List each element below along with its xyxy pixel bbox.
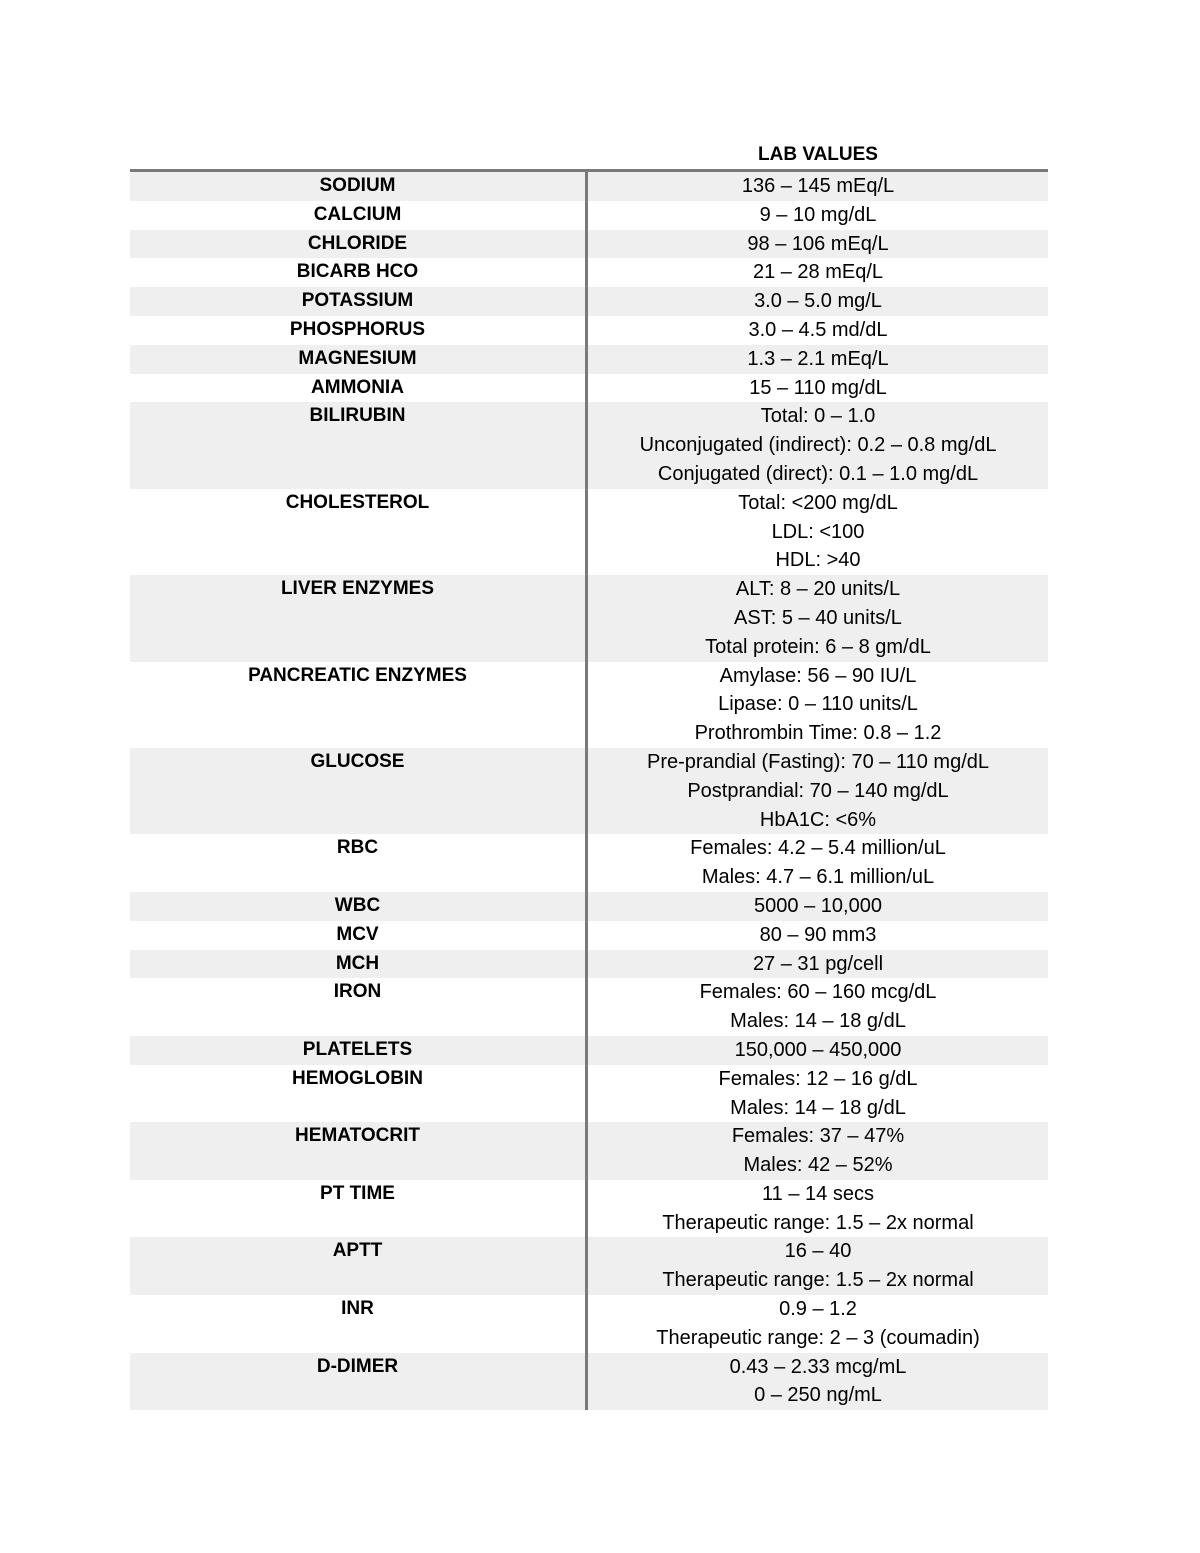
table-header-label: LAB VALUES xyxy=(758,144,878,165)
lab-value-line: 0 – 250 ng/mL xyxy=(754,1384,882,1407)
table-row xyxy=(130,402,1048,488)
lab-value-cell xyxy=(588,287,1048,316)
lab-value-cell xyxy=(588,201,1048,230)
lab-value-cell xyxy=(588,978,1048,1036)
lab-value-line: 136 – 145 mEq/L xyxy=(741,175,895,197)
table-row xyxy=(130,1237,1048,1295)
lab-values-table xyxy=(130,141,1048,1410)
lab-value-line: HbA1C: <6% xyxy=(759,808,877,831)
lab-value-cell xyxy=(588,316,1048,345)
table-row xyxy=(130,1036,1048,1065)
lab-value-line: 9 – 10 mg/dL xyxy=(759,203,877,226)
lab-value-line: Amylase: 56 – 90 IU/L xyxy=(719,664,917,687)
lab-value-cell xyxy=(588,892,1048,921)
lab-value-cell xyxy=(588,1180,1048,1238)
lab-value-cell xyxy=(588,1036,1048,1065)
lab-value-cell xyxy=(588,1237,1048,1295)
lab-value-cell xyxy=(588,402,1048,488)
lab-test-name: D-DIMER xyxy=(130,1353,588,1411)
lab-value-line: Males: 14 – 18 g/dL xyxy=(730,1096,906,1119)
lab-test-name: HEMOGLOBIN xyxy=(130,1065,588,1123)
lab-value-line: 21 – 28 mEq/L xyxy=(752,261,884,284)
lab-test-name: INR xyxy=(130,1295,588,1353)
lab-test-name: APTT xyxy=(130,1237,588,1295)
lab-test-name: PLATELETS xyxy=(130,1036,588,1065)
table-row xyxy=(130,834,1048,892)
lab-value-cell xyxy=(588,489,1048,575)
table-row xyxy=(130,662,1048,748)
table-body xyxy=(130,172,1048,1410)
lab-value-line: Postprandial: 70 – 140 mg/dL xyxy=(687,779,949,802)
lab-test-name: CALCIUM xyxy=(130,201,588,230)
lab-value-line: ALT: 8 – 20 units/L xyxy=(735,578,901,601)
lab-value-line: Females: 37 – 47% xyxy=(731,1125,905,1148)
lab-value-line: AST: 5 – 40 units/L xyxy=(734,606,902,629)
lab-value-line: Males: 42 – 52% xyxy=(743,1154,893,1177)
lab-value-cell xyxy=(588,230,1048,259)
lab-value-cell xyxy=(588,1353,1048,1411)
lab-test-name: HEMATOCRIT xyxy=(130,1122,588,1180)
table-row xyxy=(130,201,1048,230)
lab-value-line: Males: 14 – 18 g/dL xyxy=(730,1010,906,1033)
lab-value-cell xyxy=(588,1295,1048,1353)
table-row xyxy=(130,258,1048,287)
table-row xyxy=(130,978,1048,1036)
lab-value-cell xyxy=(588,921,1048,950)
table-header-row xyxy=(130,141,1048,172)
table-row xyxy=(130,172,1048,201)
lab-value-line: Total protein: 6 – 8 gm/dL xyxy=(705,635,931,658)
lab-value-cell xyxy=(588,374,1048,403)
lab-value-line: 98 – 106 mEq/L xyxy=(747,232,889,255)
lab-test-name: BICARB HCO xyxy=(130,258,588,287)
table-row xyxy=(130,1122,1048,1180)
lab-test-name: BILIRUBIN xyxy=(130,402,588,488)
lab-value-line: 1.3 – 2.1 mEq/L xyxy=(747,347,889,370)
lab-value-cell xyxy=(588,575,1048,661)
table-row xyxy=(130,575,1048,661)
lab-value-line: 27 – 31 pg/cell xyxy=(752,952,884,975)
lab-value-line: Therapeutic range: 1.5 – 2x normal xyxy=(662,1269,974,1292)
lab-test-name: POTASSIUM xyxy=(130,287,588,316)
lab-value-line: Prothrombin Time: 0.8 – 1.2 xyxy=(694,722,942,745)
lab-value-line: 0.43 – 2.33 mcg/mL xyxy=(729,1355,907,1378)
lab-value-line: 0.9 – 1.2 xyxy=(779,1298,857,1321)
lab-value-line: Conjugated (direct): 0.1 – 1.0 mg/dL xyxy=(657,462,979,485)
table-row xyxy=(130,1353,1048,1411)
lab-test-name: RBC xyxy=(130,834,588,892)
lab-value-line: Males: 4.7 – 6.1 million/uL xyxy=(701,866,935,889)
lab-test-name: PT TIME xyxy=(130,1180,588,1238)
header-empty-cell xyxy=(130,141,588,169)
lab-value-line: LDL: <100 xyxy=(771,520,865,543)
lab-value-line: 80 – 90 mm3 xyxy=(759,923,877,946)
lab-value-line: 5000 – 10,000 xyxy=(754,894,882,917)
lab-value-line: Therapeutic range: 2 – 3 (coumadin) xyxy=(656,1326,980,1349)
table-row xyxy=(130,489,1048,575)
lab-value-cell xyxy=(588,1065,1048,1123)
lab-value-line: Total: 0 – 1.0 xyxy=(760,405,876,428)
lab-value-cell xyxy=(588,1122,1048,1180)
lab-test-name: MCH xyxy=(130,950,588,979)
table-row xyxy=(130,921,1048,950)
lab-value-cell xyxy=(588,950,1048,979)
lab-test-name: CHLORIDE xyxy=(130,230,588,259)
table-row xyxy=(130,287,1048,316)
lab-value-line: Females: 4.2 – 5.4 million/uL xyxy=(690,837,946,860)
table-row xyxy=(130,316,1048,345)
table-row xyxy=(130,1065,1048,1123)
lab-value-line: 3.0 – 5.0 mg/L xyxy=(754,290,882,313)
lab-test-name: IRON xyxy=(130,978,588,1036)
table-row xyxy=(130,892,1048,921)
lab-value-line: Females: 60 – 160 mcg/dL xyxy=(699,981,937,1004)
table-row xyxy=(130,1180,1048,1238)
lab-test-name: WBC xyxy=(130,892,588,921)
lab-value-cell xyxy=(588,345,1048,374)
lab-test-name: PANCREATIC ENZYMES xyxy=(130,662,588,748)
lab-value-line: 150,000 – 450,000 xyxy=(734,1038,902,1061)
lab-test-name: GLUCOSE xyxy=(130,748,588,834)
table-row xyxy=(130,345,1048,374)
lab-test-name: CHOLESTEROL xyxy=(130,489,588,575)
lab-value-line: Therapeutic range: 1.5 – 2x normal xyxy=(662,1211,974,1234)
lab-value-line: Lipase: 0 – 110 units/L xyxy=(718,693,918,716)
table-row xyxy=(130,1295,1048,1353)
lab-test-name: PHOSPHORUS xyxy=(130,316,588,345)
lab-value-cell xyxy=(588,834,1048,892)
lab-value-line: Pre-prandial (Fasting): 70 – 110 mg/dL xyxy=(646,750,990,773)
table-row xyxy=(130,230,1048,259)
table-row xyxy=(130,374,1048,403)
lab-value-cell xyxy=(588,258,1048,287)
lab-value-cell xyxy=(588,172,1048,201)
lab-value-line: 11 – 14 secs xyxy=(762,1182,874,1205)
table-row xyxy=(130,950,1048,979)
table-row xyxy=(130,748,1048,834)
lab-test-name: MCV xyxy=(130,921,588,950)
lab-value-line: Total: <200 mg/dL xyxy=(738,491,898,514)
lab-value-line: HDL: >40 xyxy=(775,549,861,572)
lab-value-line: Females: 12 – 16 g/dL xyxy=(718,1067,918,1090)
lab-value-line: 3.0 – 4.5 md/dL xyxy=(748,318,888,341)
lab-test-name: LIVER ENZYMES xyxy=(130,575,588,661)
lab-value-line: Unconjugated (indirect): 0.2 – 0.8 mg/dL xyxy=(639,434,997,457)
lab-value-cell xyxy=(588,748,1048,834)
lab-test-name: MAGNESIUM xyxy=(130,345,588,374)
lab-value-cell xyxy=(588,662,1048,748)
lab-test-name: AMMONIA xyxy=(130,374,588,403)
lab-value-line: 16 – 40 xyxy=(784,1240,852,1263)
lab-value-line: 15 – 110 mg/dL xyxy=(749,376,887,399)
lab-test-name: SODIUM xyxy=(130,172,588,201)
